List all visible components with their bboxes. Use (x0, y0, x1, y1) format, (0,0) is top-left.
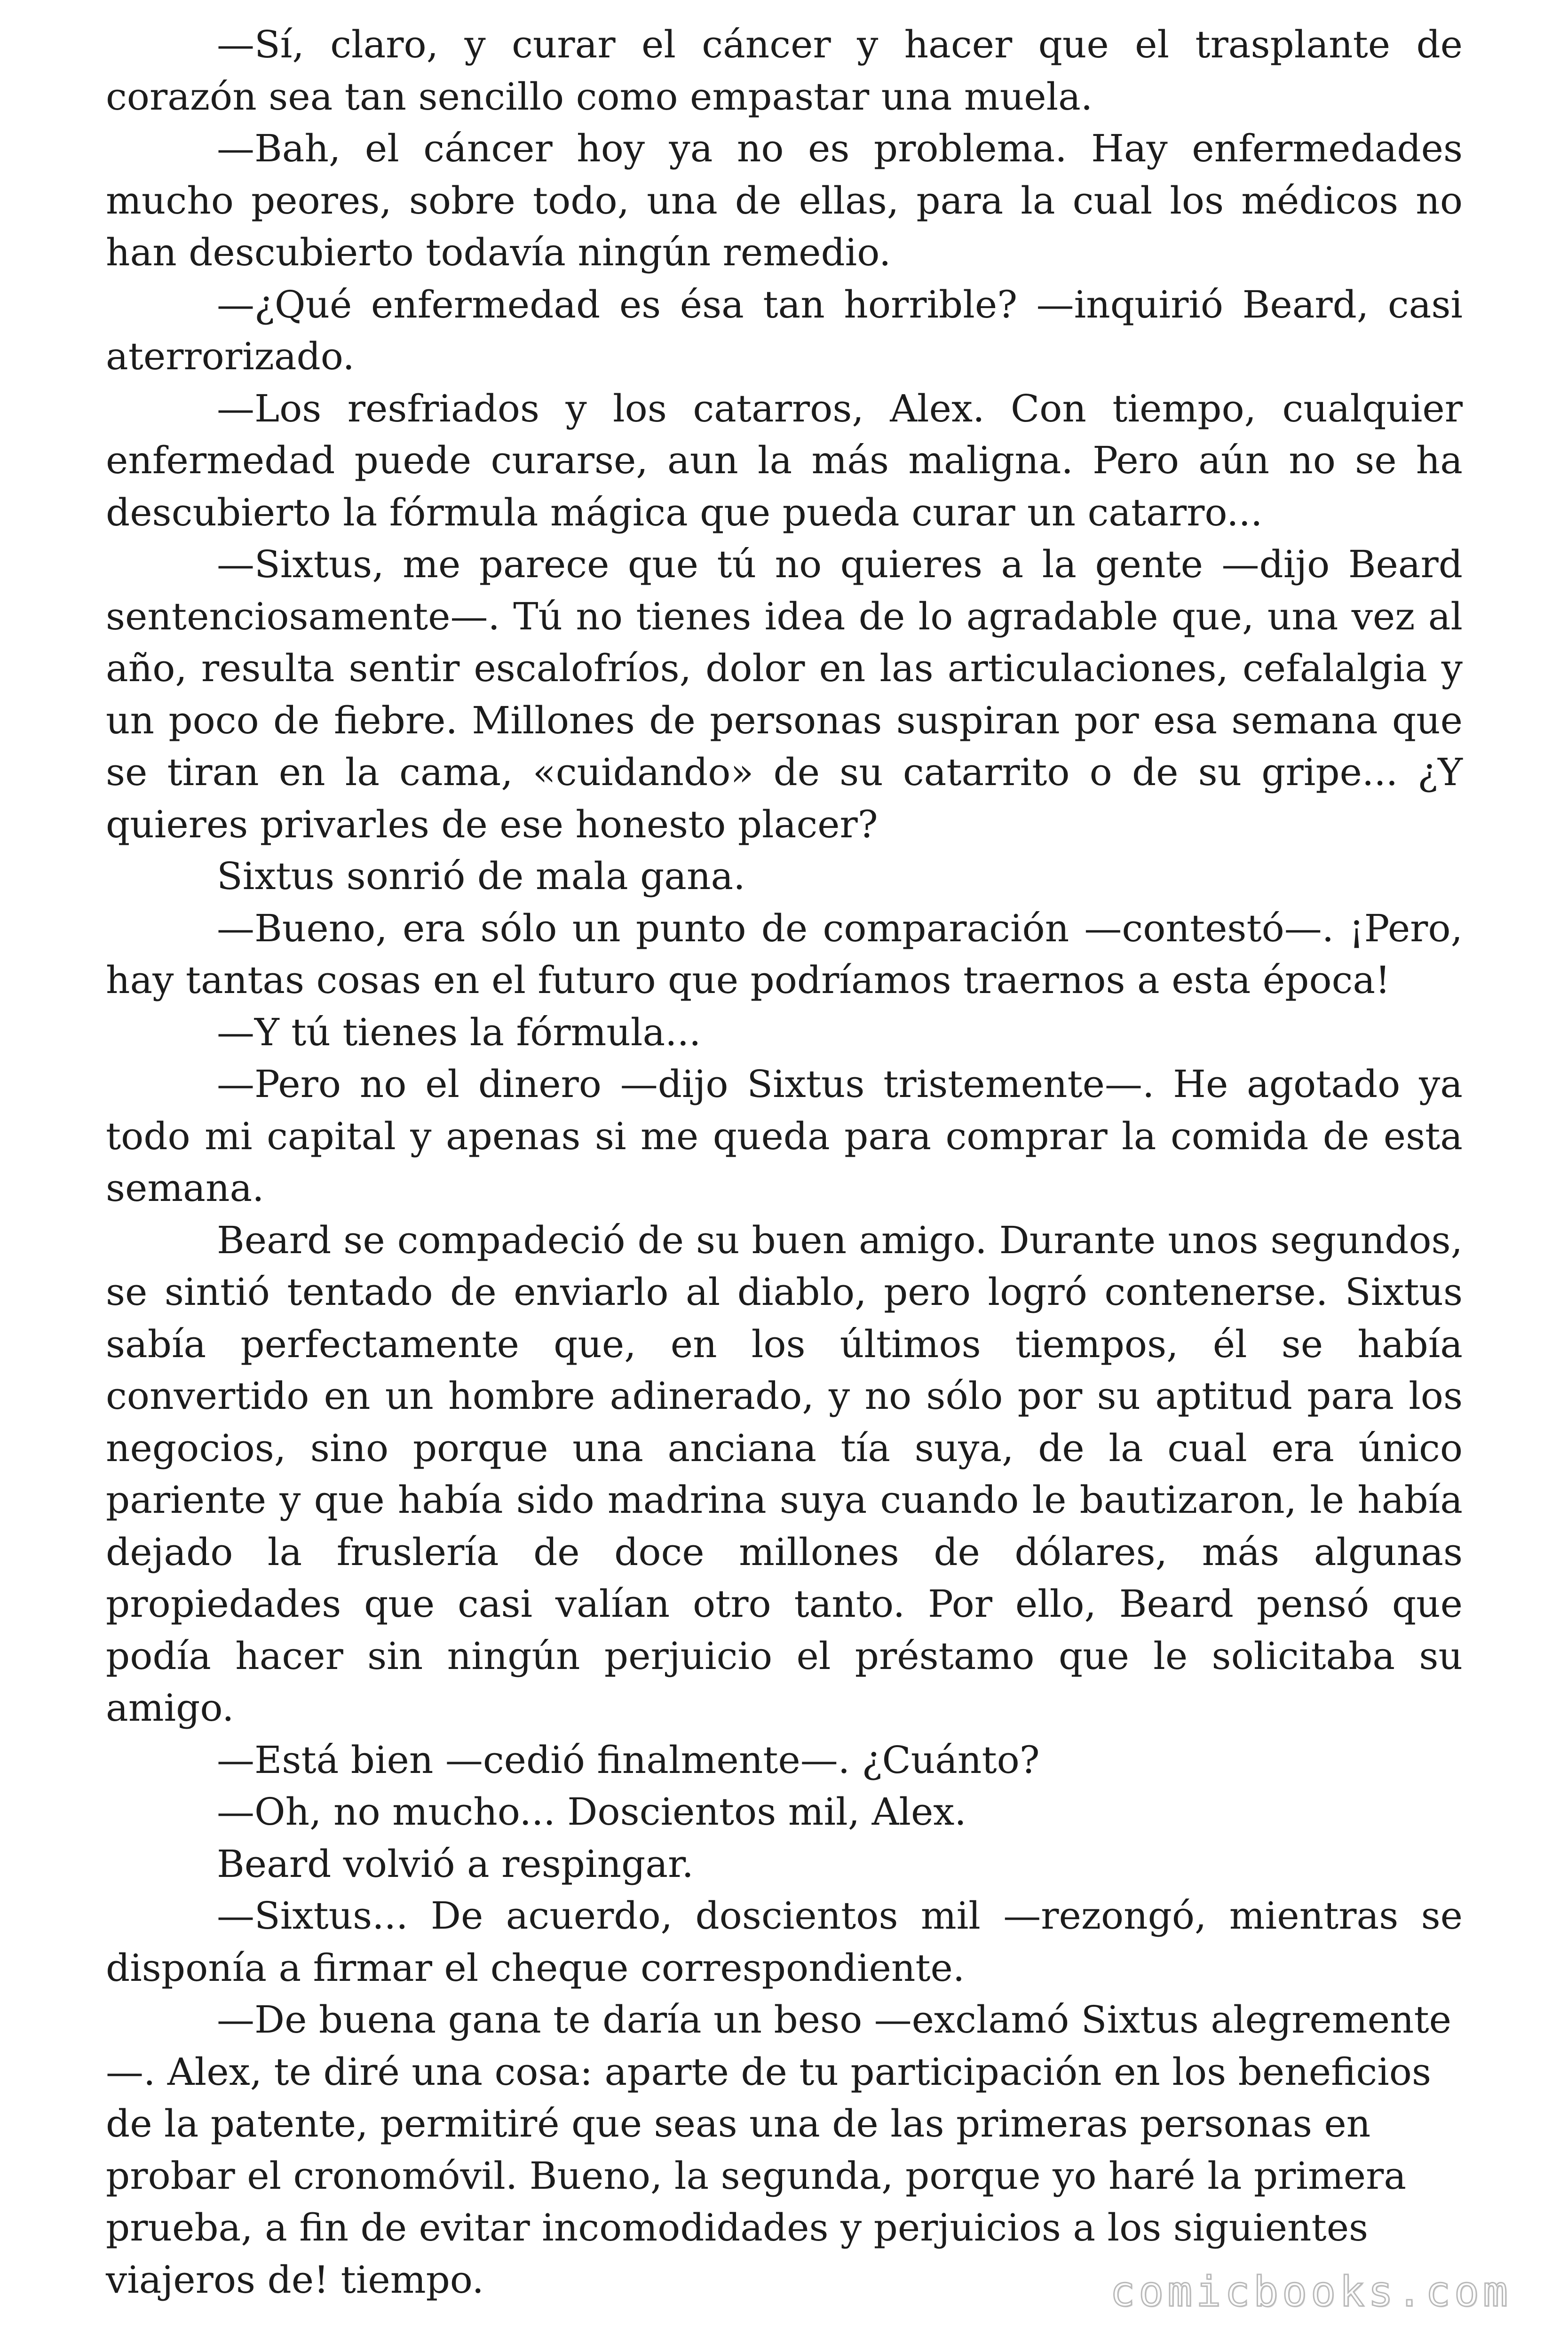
watermark: comicbooks.com (1110, 2267, 1512, 2316)
paragraph: —Bah, el cáncer hoy ya no es problema. Hay enfermedades mucho peores, sobre todo, una de ellas, para la cual los médicos no han descubierto todavía ningún remedio. (106, 127, 1463, 274)
paragraph: —Bueno, era sólo un punto de comparación —contestó—. ¡Pero, hay tantas cosas en el futuro que podríamos traernos a esta época! (106, 906, 1463, 1002)
paragraph: —Sí, claro, y curar el cáncer y hacer que el trasplante de corazón sea tan sencillo como empastar una muela. (106, 23, 1463, 119)
paragraph: —Sixtus... De acuerdo, doscientos mil —rezongó, mientras se disponía a firmar el cheque correspondiente. (106, 1894, 1463, 1990)
paragraph: —¿Qué enfermedad es ésa tan horrible? —inquirió Beard, casi aterrorizado. (106, 282, 1463, 378)
paragraph: Sixtus sonrió de mala gana. (217, 854, 745, 898)
paragraph: —Oh, no mucho... Doscientos mil, Alex. (217, 1790, 966, 1834)
paragraph: —Los resfriados y los catarros, Alex. Con tiempo, cualquier enfermedad puede curarse, aun la más maligna. Pero aún no se ha descubierto la fórmula mágica que pueda curar un catarro... (106, 386, 1463, 534)
paragraph: —Y tú tienes la fórmula... (217, 1010, 701, 1054)
paragraph: Beard se compadeció de su buen amigo. Durante unos segundos, se sintió tentado de enviarlo al diablo, pero logró contenerse. Sixtus sabía perfectamente que, en los últimos tiempos, él se había convertido en un hombre adinerado, y no sólo por su aptitud para los negocios, sino porque una anciana tía suya, de la cual era único pariente y que había sido madrina suya cuando le bautizaron, le había dejado la fruslería de doce millones de dólares, más algunas propiedades que casi valían otro tanto. Por ello, Beard pensó que podía hacer sin ningún perjuicio el préstamo que le solicitaba su amigo. (106, 1218, 1463, 1730)
paragraph: —Pero no el dinero —dijo Sixtus tristemente—. He agotado ya todo mi capital y apenas si me queda para comprar la comida de esta semana. (106, 1062, 1463, 1210)
paragraph: Beard volvió a respingar. (217, 1842, 694, 1886)
book-page (106, 19, 1463, 2306)
paragraph: —Está bien —cedió finalmente—. ¿Cuánto? (217, 1738, 1040, 1782)
paragraph: —De buena gana te daría un beso —exclamó Sixtus alegremente —. Alex, te diré una cosa: aparte de tu participación en los beneficios de la patente, permitiré que seas una de las primeras personas en probar el cronomóvil. Bueno, la segunda, porque yo haré la primera prueba, a fin de evitar incomodidades y perjuicios a los siguientes viajeros de! tiempo. (106, 1998, 1451, 2302)
paragraph: —Sixtus, me parece que tú no quieres a la gente —dijo Beard sentenciosamente—. Tú no tienes idea de lo agradable que, una vez al año, resulta sentir escalofríos, dolor en las articulaciones, cefalalgia y un poco de fiebre. Millones de personas suspiran por esa semana que se tiran en la cama, «cuidando» de su catarrito o de su gripe... ¿Y quieres privarles de ese honesto placer? (106, 542, 1463, 846)
